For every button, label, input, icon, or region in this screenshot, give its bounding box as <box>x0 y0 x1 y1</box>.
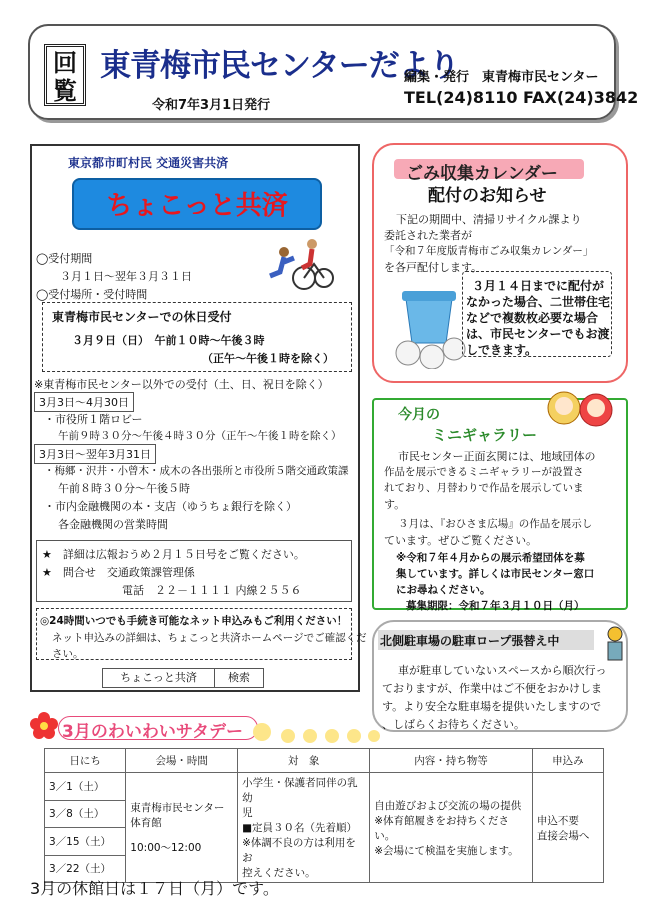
gomi-p4: を各戸配付します。 <box>384 261 483 274</box>
gallery-title2: ミニギャラリー <box>432 426 538 444</box>
r1a: ・市役所１階ロビー <box>44 413 143 426</box>
net2: ネット申込みの詳細は、ちょこっと共済ホームページでご確認くだ <box>52 632 367 644</box>
plum-blossom-icon <box>30 712 58 740</box>
th-content: 内容・持ち物等 <box>370 749 533 773</box>
gomi-title1: ごみ収集カレンダー <box>406 164 558 184</box>
r2c: ・市内金融機関の本・支店（ゆうちょ銀行を除く） <box>44 500 297 513</box>
range2: 3月3日～翌年3月31日 <box>34 444 156 464</box>
hina-dolls-icon <box>542 386 618 442</box>
parking-p2: ておりますが、作業中はご不便をおかけしま <box>382 682 602 695</box>
gomi-n4: は、市民センターでもお渡 <box>466 327 610 341</box>
detail2: ★ 問合せ 交通政策課管理係 <box>42 566 195 579</box>
newsletter-title: 東青梅市民センターだより <box>100 48 459 84</box>
gallery-p4: す。 <box>384 498 406 511</box>
gallery-p6: ています。ぜひご覧ください。 <box>384 534 538 547</box>
holiday-note: （正午～午後１時を除く） <box>202 352 334 365</box>
parking-p1: 車が駐車していないスペースから順次行っ <box>398 664 607 677</box>
gomi-title2: 配付のお知らせ <box>428 186 547 206</box>
search-text[interactable]: ちょこっと共済 <box>103 669 215 687</box>
content4: ※会場にて検温を実施します。 <box>374 844 519 857</box>
gomi-p1: 下記の期間中、清掃リサイクル課より <box>396 213 582 226</box>
apply2: 直接会場へ <box>536 829 590 842</box>
r2b: 午前８時３０分～午後５時 <box>58 482 190 495</box>
date-cell: 3／22（土） <box>45 855 126 883</box>
saturday-title: 3月のわいわいサタデー <box>62 722 243 742</box>
holiday-date: ３月９日（日） 午前１０時～午後３時 <box>72 334 265 347</box>
venue1: 東青梅市民センター <box>130 802 225 814</box>
gomi-p2: 委託された業者が <box>384 229 472 242</box>
gallery-p1: 市民センター正面玄関には、地域団体の <box>398 450 596 463</box>
chicks-icon <box>250 718 380 748</box>
publisher: 編集・発行 東青梅市民センター <box>404 70 599 85</box>
parking-title: 北側駐車場の駐車ロープ張替え中 <box>380 634 560 648</box>
parking-section <box>372 620 628 732</box>
period-label: ◯受付期間 <box>36 252 93 265</box>
th-date: 日にち <box>45 749 126 773</box>
content3: い。 <box>374 829 396 842</box>
venue2: 体育館 <box>130 817 162 829</box>
gomi-n1: ３月１４日までに配付が <box>472 279 605 293</box>
gallery-title1: 今月の <box>398 407 440 423</box>
range1: 3月3日～4月30日 <box>34 392 134 412</box>
period-value: ３月１日～翌年３月３１日 <box>60 270 192 283</box>
apply-cell <box>532 773 603 883</box>
gallery-p7: ※令和７年４月からの展示希望団体を募 <box>396 552 585 564</box>
target-cell <box>238 773 370 883</box>
gallery-p9: にお尋ねください。 <box>396 584 491 596</box>
content-cell <box>370 773 533 883</box>
contact-numbers: TEL(24)8110 FAX(24)3842 <box>404 88 639 107</box>
content2: ※体育館履きをお持ちくださ <box>374 814 510 827</box>
other-note: ※東青梅市民センター以外での受付（土、日、祝日を除く） <box>34 378 329 391</box>
content1: 自由遊びおよび交流の場の提供 <box>374 799 522 812</box>
search-button[interactable]: 検索 <box>228 671 250 684</box>
closed-day-notice: 3月の休館日は１７日（月）です。 <box>30 879 279 898</box>
th-apply: 申込み <box>532 749 603 773</box>
time: 10:00～12:00 <box>130 842 202 854</box>
gomi-section <box>372 143 628 383</box>
gallery-p3: れており、月替わりで作品を展示していま <box>384 482 584 494</box>
r1b: 午前９時３０分～午後４時３０分（正午～午後１時を除く） <box>58 430 342 442</box>
target5: 控えください。 <box>242 867 316 879</box>
search-bar[interactable] <box>102 668 264 688</box>
net3: さい。 <box>52 648 84 660</box>
cyclist-icon <box>264 236 334 292</box>
target2: 児 <box>242 807 253 819</box>
apply1: 申込不要 <box>536 814 579 827</box>
th-target: 対 象 <box>238 749 370 773</box>
target3: ■定員３０名（先着順） <box>242 822 358 834</box>
worker-icon <box>604 626 626 666</box>
place-label: ◯受付場所・受付時間 <box>36 288 148 301</box>
parking-p4: 、しばらくお待ちください。 <box>382 718 525 731</box>
net1: ◎24時間いつでも手続き可能なネット申込みもご利用ください！ <box>40 615 348 627</box>
kyosai-section <box>30 144 367 692</box>
saturday-table <box>44 748 604 883</box>
garbage-bin-icon <box>390 283 470 369</box>
venue-cell <box>126 773 238 883</box>
gomi-n3: などで複数枚必要な場合 <box>466 311 599 325</box>
detail3: 電話 ２２－１１１１ 内線２５５６ <box>122 584 302 597</box>
gomi-n2: なかった場合、二世帯住宅 <box>466 295 611 309</box>
date-cell: 3／15（土） <box>45 828 126 856</box>
gallery-p5: ３月は、『おひさま広場』の作品を展示し <box>398 518 593 530</box>
holiday-title: 東青梅市民センターでの休日受付 <box>52 310 232 324</box>
r2d: 各金融機関の営業時間 <box>58 518 168 531</box>
kyosai-subtitle: 東京都市町村民 交通災害共済 <box>68 156 229 170</box>
date-cell: 3／1（土） <box>45 773 126 801</box>
gomi-p3: 「令和７年度版青梅市ごみ収集カレンダー」 <box>384 245 594 257</box>
gallery-deadline: 募集期限：令和７年３月１０日（月） <box>406 600 585 612</box>
date-cell: 3／8（土） <box>45 800 126 828</box>
target1: 小学生・保護者同伴の乳幼 <box>242 777 358 804</box>
detail1: ★ 詳細は広報おうめ２月１５日号をご覧ください。 <box>42 548 305 561</box>
gallery-section <box>372 398 628 610</box>
parking-p3: す。より安全な駐車場を提供いたしますので <box>382 700 602 713</box>
kyosai-banner: ちょこっと共済 <box>72 178 322 230</box>
kairan-stamp: 回覧 <box>44 44 86 106</box>
issue-date: 令和7年3月1日発行 <box>152 98 271 113</box>
target4: ※体調不良の方は利用をお <box>242 837 356 864</box>
gallery-p8: 集しています。詳しくは市民センター窓口 <box>396 568 595 580</box>
gomi-n5: しできます。 <box>466 343 538 357</box>
th-venue: 会場・時間 <box>126 749 238 773</box>
r2a: ・梅郷・沢井・小曾木・成木の各出張所と市役所５階交通政策課 <box>44 465 349 477</box>
gallery-p2: 作品を展示できるミニギャラリーが設置さ <box>384 466 584 478</box>
